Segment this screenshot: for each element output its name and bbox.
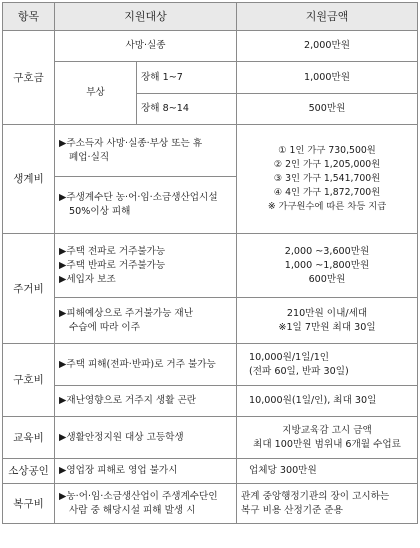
relief-amount-1-note: (전파 60일, 반파 30일) [249, 365, 349, 377]
category-housing: 주거비 [3, 234, 55, 344]
rescue-death-row [3, 31, 418, 62]
housing-target-2-line-2: 수습에 따라 이주 [69, 321, 140, 333]
category-small-business: 소상공인 [3, 459, 55, 484]
relief-target-1: ▶주택 피해(전파·반파)로 거주 불가능 [55, 344, 237, 386]
livelihood-target-1-line-2: 폐업·실직 [69, 151, 110, 163]
education-amounts [237, 417, 418, 459]
header-category: 항목 [3, 3, 55, 31]
livelihood-amounts [237, 125, 418, 234]
restoration-amount-1: 관계 중앙행정기관의 장이 고시하는 [241, 490, 390, 502]
housing-target-1-line-1: ▶주택 전파로 거주불가능 [59, 245, 166, 257]
housing-target-2-line-1: ▶피해예상으로 주거불가능 재난 [59, 307, 193, 319]
relief-target-2: ▶재난영향으로 거주지 생활 곤란 [55, 386, 237, 417]
disaster-support-table [2, 2, 418, 524]
education-amount-2: 최대 100만원 범위내 6개월 수업료 [253, 438, 401, 450]
category-education: 교육비 [3, 417, 55, 459]
relief-row-2 [3, 386, 418, 417]
restoration-target [55, 484, 237, 524]
header-target: 지원대상 [55, 3, 237, 31]
rescue-death-target: 사망·실종 [55, 31, 237, 62]
category-livelihood: 생계비 [3, 125, 55, 234]
housing-amount-note: ※1일 7만원 최대 30일 [278, 321, 376, 333]
education-target: ▶생활안정지원 대상 고등학생 [55, 417, 237, 459]
restoration-target-line-2: 사람 중 해당시설 피해 발생 시 [69, 504, 196, 516]
livelihood-amount-1: ① 1인 가구 730,500원 [278, 145, 376, 156]
small-business-target: ▶영업장 피해로 영업 불가시 [55, 459, 237, 484]
small-business-amount: 업체당 300만원 [237, 459, 418, 484]
rescue-injury-grade-1: 장해 1~7 [137, 62, 237, 94]
education-amount-1: 지방교육감 고시 금액 [282, 424, 372, 436]
housing-row-1 [3, 234, 418, 298]
rescue-injury-amount-1: 1,000만원 [237, 62, 418, 94]
livelihood-amount-2: ② 2인 가구 1,205,000원 [273, 159, 381, 170]
housing-target-1 [55, 234, 237, 298]
restoration-target-line-1: ▶농·어·임·소금생산업이 주생계수단인 [59, 490, 218, 502]
relief-row-1 [3, 344, 418, 386]
housing-amount-1: 2,000 ~3,600만원 [284, 245, 370, 257]
category-relief: 구호비 [3, 344, 55, 417]
livelihood-target-2-line-1: ▶주생계수단 농·어·임·소금생산업시설 [59, 192, 218, 203]
livelihood-target-2 [55, 177, 237, 234]
housing-amount-4: 210만원 이내/세대 [286, 307, 368, 319]
housing-amounts-2 [237, 298, 418, 344]
relief-amount-1: 10,000원/1일/1인 [249, 351, 330, 363]
housing-target-2 [55, 298, 237, 344]
small-business-row [3, 459, 418, 484]
category-restoration: 복구비 [3, 484, 55, 524]
category-rescue-money: 구호금 [3, 31, 55, 125]
livelihood-amount-4: ④ 4인 가구 1,872,700원 [273, 187, 381, 198]
livelihood-amount-3: ③ 3인 가구 1,541,700원 [273, 173, 381, 184]
rescue-injury-grade-2: 장해 8~14 [137, 94, 237, 125]
education-row [3, 417, 418, 459]
header-row [3, 3, 418, 31]
rescue-injury-row-1 [3, 62, 418, 94]
livelihood-target-1 [55, 125, 237, 177]
restoration-amount-2: 복구 비용 산정기준 준용 [241, 504, 343, 516]
livelihood-amount-note: ※ 가구원수에 따른 차등 지급 [267, 201, 387, 212]
housing-row-2 [3, 298, 418, 344]
header-amount: 지원금액 [237, 3, 418, 31]
rescue-injury-amount-2: 500만원 [237, 94, 418, 125]
rescue-injury-label: 부상 [55, 62, 137, 125]
rescue-death-amount: 2,000만원 [237, 31, 418, 62]
restoration-amounts [237, 484, 418, 524]
relief-amounts-1 [237, 344, 418, 386]
relief-amount-2: 10,000원(1일/인), 최대 30일 [237, 386, 418, 417]
livelihood-target-1-line-1: ▶주소득자 사망·실종·부상 또는 휴 [59, 137, 203, 149]
livelihood-row-1 [3, 125, 418, 177]
housing-target-1-line-3: ▶세입자 보조 [59, 273, 116, 285]
housing-amount-2: 1,000 ~1,800만원 [284, 259, 370, 271]
housing-amounts-1 [237, 234, 418, 298]
housing-amount-3: 600만원 [308, 273, 346, 285]
livelihood-target-2-line-2: 50%이상 피해 [69, 206, 131, 217]
restoration-row [3, 484, 418, 524]
housing-target-1-line-2: ▶주택 반파로 거주불가능 [59, 259, 166, 271]
